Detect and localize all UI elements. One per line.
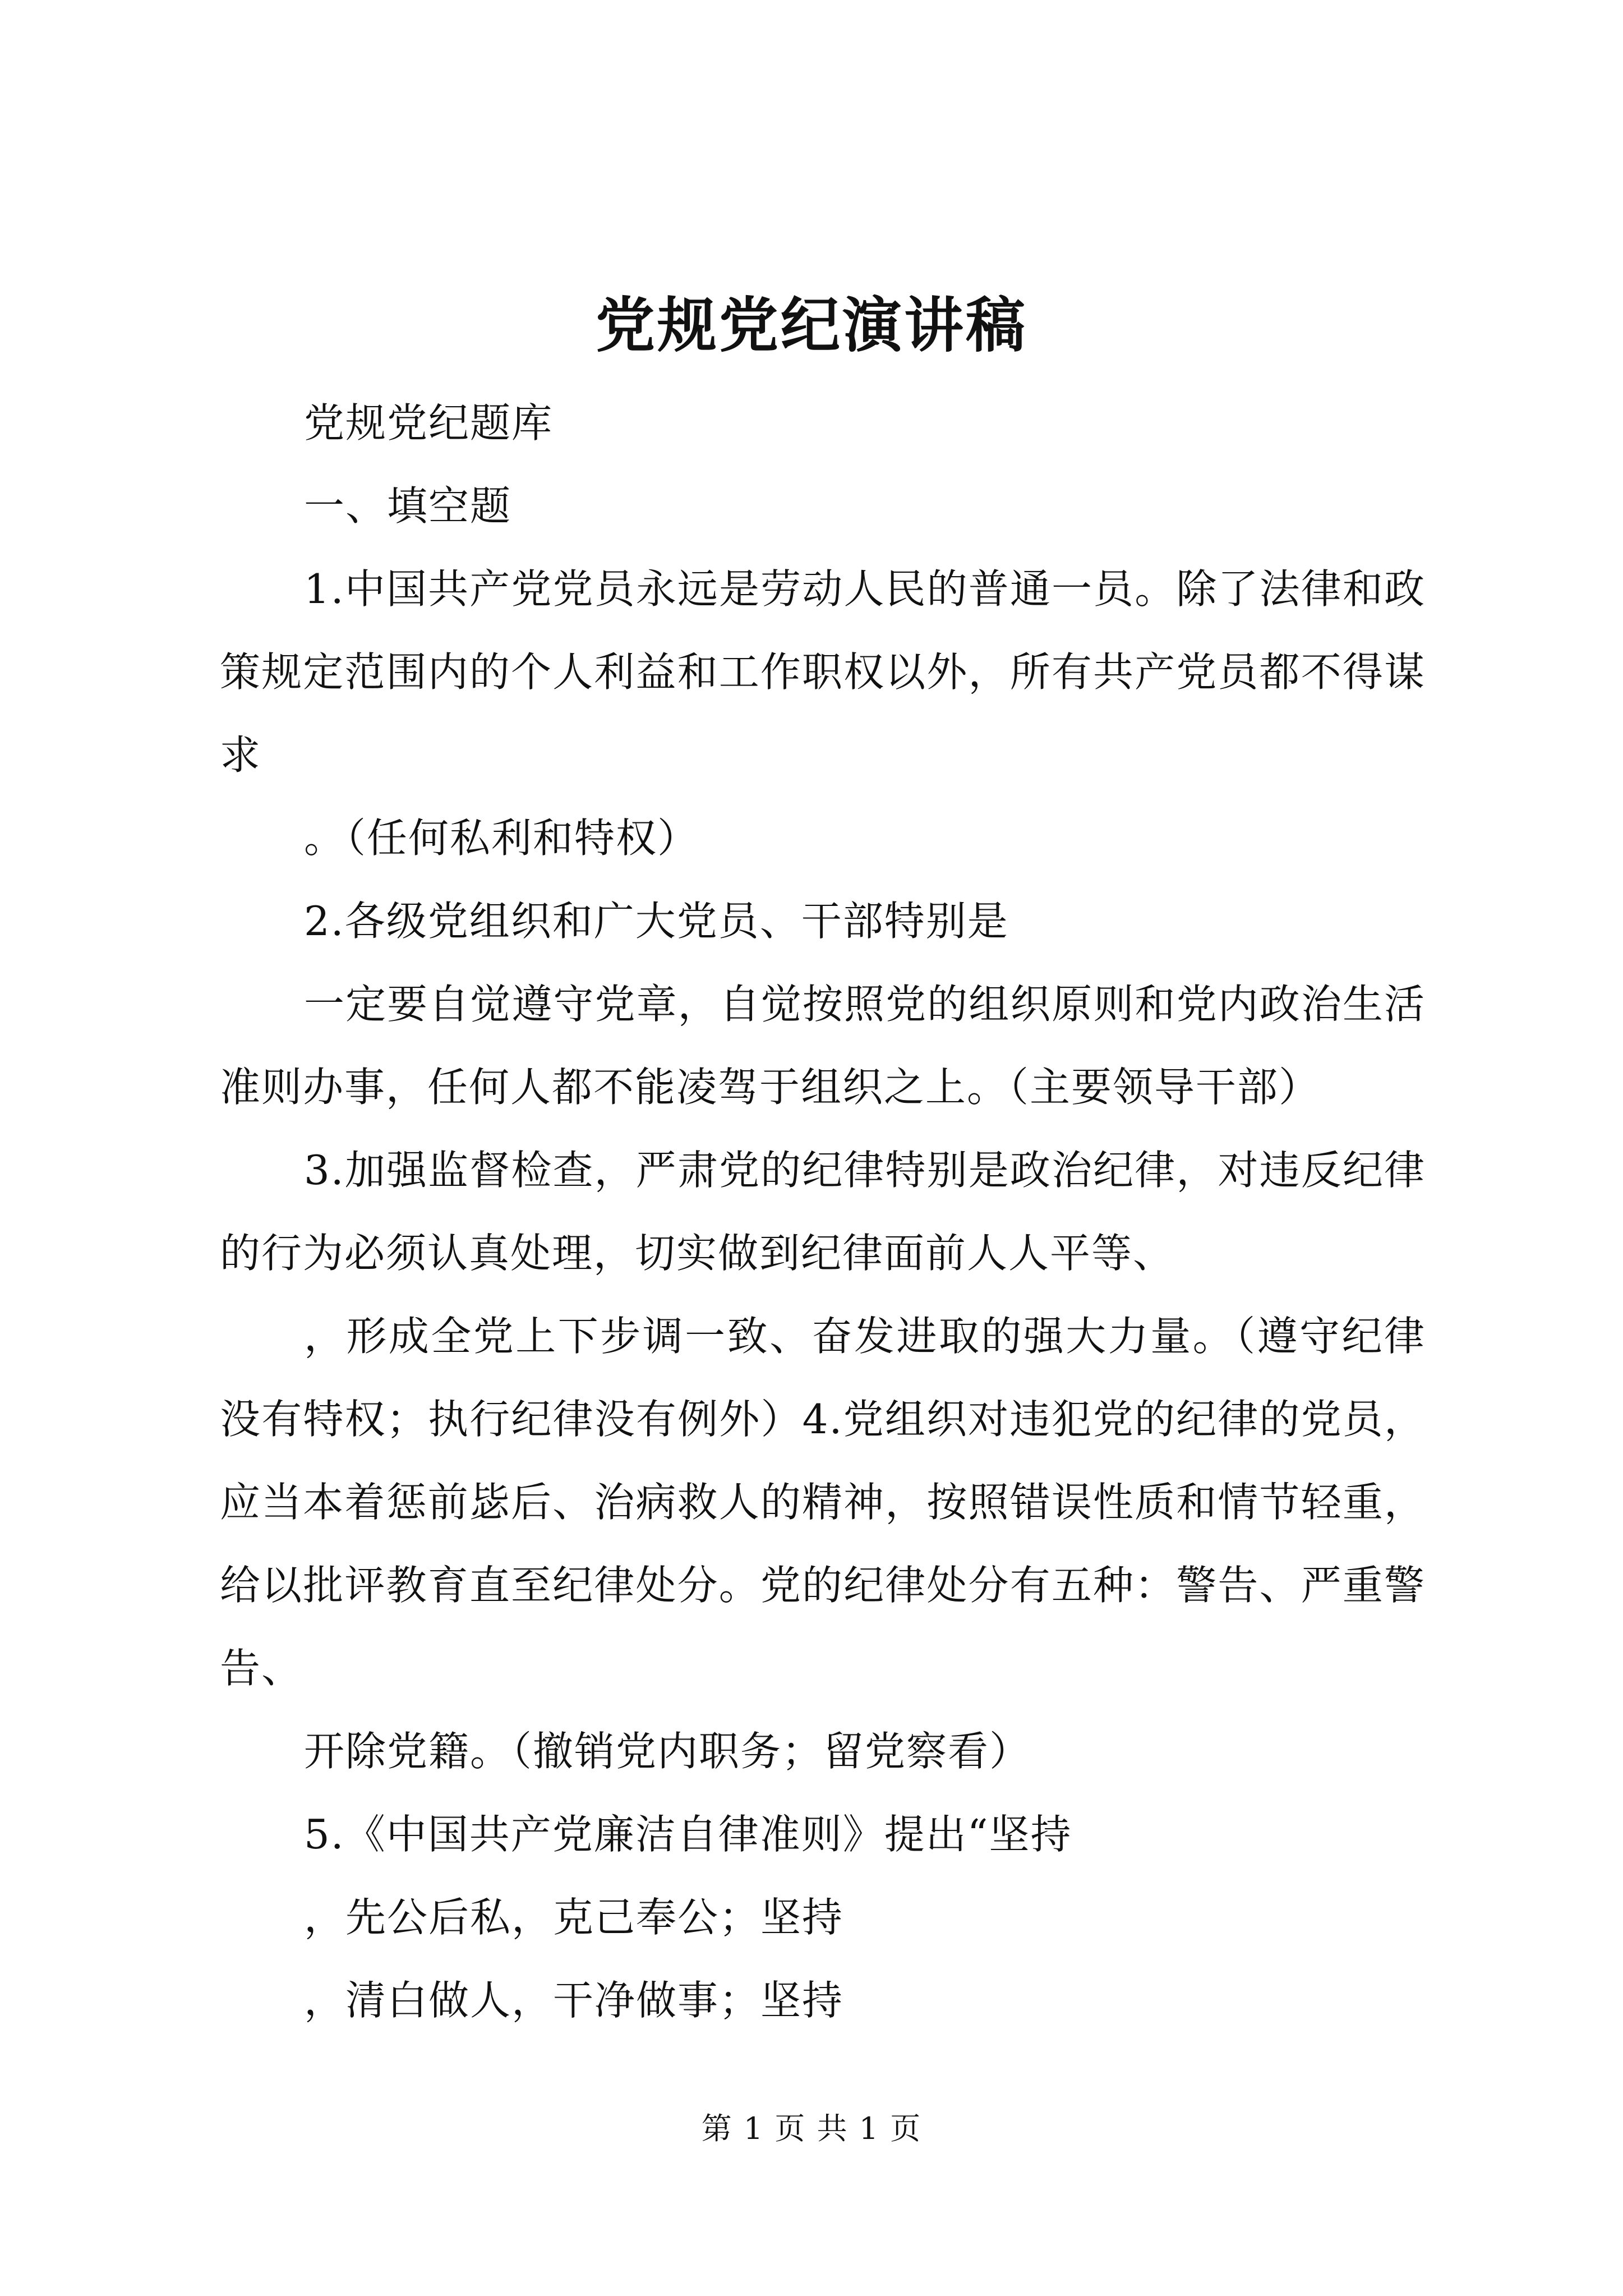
paragraph: ，形成全党上下步调一致、奋发进取的强大力量。（遵守纪律没有特权；执行纪律没有例外）4.党组织对违犯党的纪律的党员，应当本着惩前毖后、治病救人的精神，按照错误性质和情节轻重，给以批评教育直至纪律处分。党的纪律处分有五种：警告、严重警告、 [220,1313,1426,1692]
paragraph: ，清白做人，干净做事；坚持 [304,1977,844,2024]
paragraph: ，先公后私，克己奉公；坚持 [304,1894,844,1941]
document-title: 党规党纪演讲稿 [596,290,1027,360]
paragraph: 。（任何私利和特权） [304,815,699,862]
paragraph: 党规党纪题库 [304,399,554,447]
paragraph: 一定要自觉遵守党章，自觉按照党的组织原则和党内政治生活准则办事，任何人都不能凌驾于组织之上。（主要领导干部） [220,981,1426,1111]
paragraph: 3.加强监督检查，严肃党的纪律特别是政治纪律，对违反纪律的行为必须认真处理，切实做到纪律面前人人平等、 [220,1147,1426,1277]
paragraph: 1.中国共产党党员永远是劳动人民的普通一员。除了法律和政策规定范围内的个人利益和工作职权以外，所有共产党员都不得谋求 [220,565,1426,779]
paragraph: 5.《中国共产党廉洁自律准则》提出“坚持 [304,1811,1072,1858]
document-body [220,381,1426,2042]
page-footer: 第 1 页 共 1 页 [701,2111,922,2146]
paragraph: 一、填空题 [304,482,512,530]
paragraph: 2.各级党组织和广大党员、干部特别是 [304,898,1009,945]
paragraph: 开除党籍。（撤销党内职务；留党察看） [304,1728,1031,1775]
